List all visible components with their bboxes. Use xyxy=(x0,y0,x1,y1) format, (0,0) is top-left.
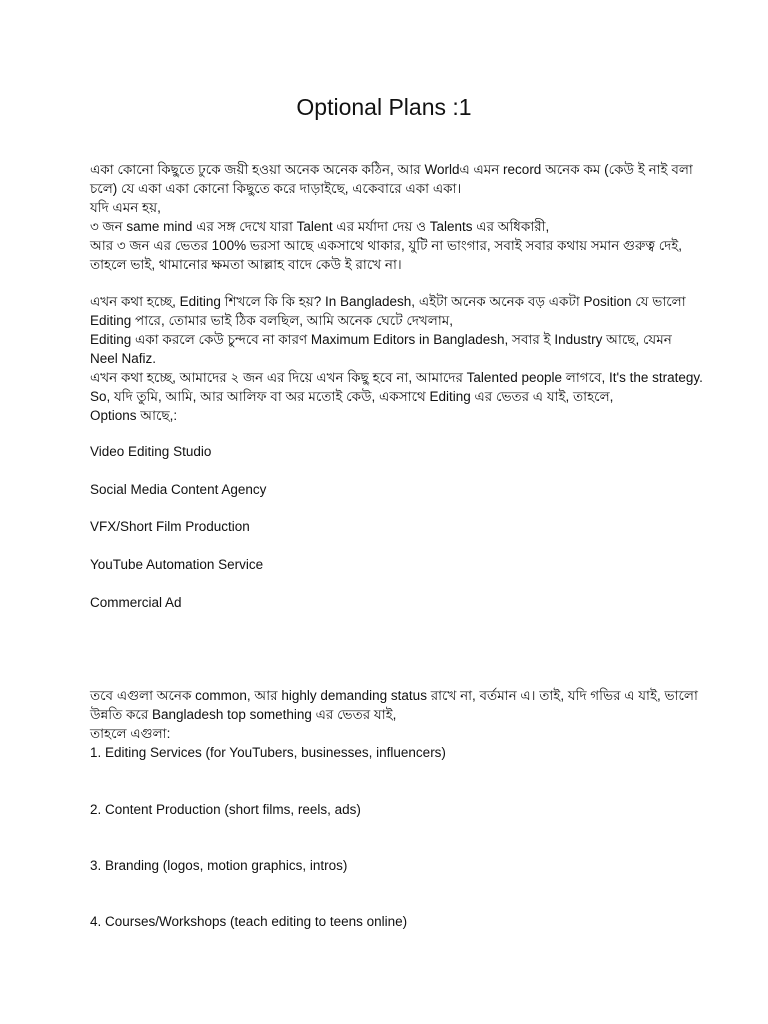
text-line: আর ৩ জন এর ভেতর 100% ভরসা আছে একসাথে থাকার, যুটি না ভাংগার, সবাই সবার কথায় সমান গুরুত্ব দেই, xyxy=(90,238,683,253)
text-line: উন্নতি করে Bangladesh top something এর ভেতর যাই, xyxy=(90,707,397,722)
text-line: Neel Nafiz. xyxy=(90,351,157,366)
text-line: এখন কথা হচ্ছে, Editing শিখলে কি কি হয়? In Bangladesh, এইটা অনেক অনেক বড় একটা Position যে ভালো xyxy=(90,294,686,309)
numbered-item: 1. Editing Services (for YouTubers, businesses, influencers) xyxy=(90,745,446,760)
text-line: So, যদি তুমি, আমি, আর আলিফ বা অর মতোই কেউ, একসাথে Editing এর ভেতর এ যাই, তাহলে, xyxy=(90,389,614,404)
option-item: Social Media Content Agency xyxy=(90,482,267,497)
text-line: তাহলে ভাই, থামানোর ক্ষমতা আল্লাহ বাদে কেউ ই রাখে না। xyxy=(90,257,402,272)
page-title: Optional Plans :1 xyxy=(296,94,472,120)
text-line: এখন কথা হচ্ছে, আমাদের ২ জন এর দিয়ে এখন কিছু হবে না, আমাদের Talented people লাগবে, It's the strategy. xyxy=(90,370,703,385)
numbered-item: 3. Branding (logos, motion graphics, intros) xyxy=(90,858,348,873)
editing-paragraph xyxy=(90,292,703,425)
option-item: Video Editing Studio xyxy=(90,444,212,459)
text-line: যদি এমন হয়, xyxy=(90,200,161,215)
text-line: Options আছে,: xyxy=(90,408,178,423)
text-line: তবে এগুলা অনেক common, আর highly demanding status রাখে না, বর্তমান এ। তাই, যদি গভির এ যাই, ভালো xyxy=(90,688,698,703)
numbered-item: 2. Content Production (short films, reels, ads) xyxy=(90,802,361,817)
option-item: VFX/Short Film Production xyxy=(90,519,250,534)
text-line: চলে) যে একা একা কোনো কিছুতে করে দাড়াইছে, একেবারে একা একা। xyxy=(90,181,462,196)
option-item: Commercial Ad xyxy=(90,595,182,610)
numbered-item: 4. Courses/Workshops (teach editing to teens online) xyxy=(90,914,408,929)
option-item: YouTube Automation Service xyxy=(90,557,264,572)
closing-paragraph xyxy=(90,686,698,743)
text-line: Editing পারে, তোমার ভাই ঠিক বলছিল, আমি অনেক ঘেটে দেখলাম, xyxy=(90,313,453,328)
text-line: ৩ জন same mind এর সঙ্গ দেখে যারা Talent এর মর্যাদা দেয় ও Talents এর অধিকারী, xyxy=(90,219,550,234)
intro-paragraph xyxy=(90,160,693,274)
text-line: তাহলে এগুলা: xyxy=(90,726,171,741)
text-line: Editing একা করলে কেউ চুন্দবে না কারণ Maximum Editors in Bangladesh, সবার ই Industry আছে, যেমন xyxy=(90,332,672,347)
text-line: একা কোনো কিছুতে ঢুকে জয়ী হওয়া অনেক অনেক কঠিন, আর Worldএ এমন record অনেক কম (কেউ ই নাই বলা xyxy=(90,162,693,177)
